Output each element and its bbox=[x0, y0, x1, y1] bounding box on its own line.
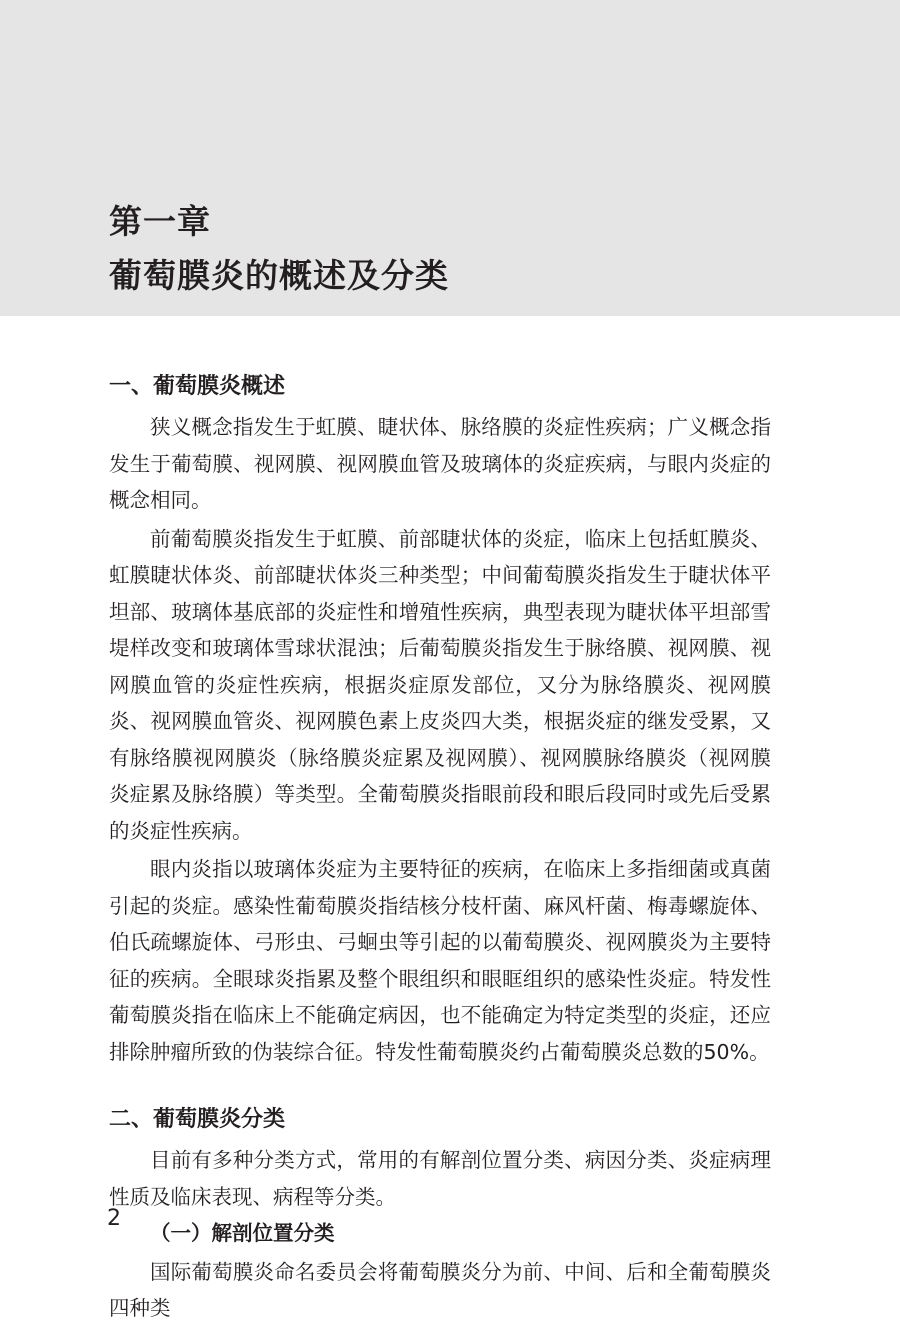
chapter-header bbox=[0, 0, 900, 316]
paragraph: 国际葡萄膜炎命名委员会将葡萄膜炎分为前、中间、后和全葡萄膜炎四种类 bbox=[109, 1259, 771, 1320]
paragraph: 目前有多种分类方式，常用的有解剖位置分类、病因分类、炎症病理性质及临床表现、病程等分类。 bbox=[109, 1148, 771, 1209]
chapter-title: 葡萄膜炎的概述及分类 bbox=[109, 256, 449, 295]
paragraph: 眼内炎指以玻璃体炎症为主要特征的疾病，在临床上多指细菌或真菌引起的炎症。感染性葡萄膜炎指结核分枝杆菌、麻风杆菌、梅毒螺旋体、伯氏疏螺旋体、弓形虫、弓蛔虫等引起的以葡萄膜炎、视网膜炎为主要特征的疾病。全眼球炎指累及整个眼组织和眼眶组织的感染性炎症。特发性葡萄膜炎指在临床上不能确定病因，也不能确定为特定类型的炎症，还应排除肿瘤所致的伪装综合征。特发性葡萄膜炎约占葡萄膜炎总数的50%。 bbox=[109, 857, 771, 1064]
paragraph: 前葡萄膜炎指发生于虹膜、前部睫状体的炎症，临床上包括虹膜炎、虹膜睫状体炎、前部睫状体炎三种类型；中间葡萄膜炎指发生于睫状体平坦部、玻璃体基底部的炎症性和增殖性疾病，典型表现为睫状体平坦部雪堤样改变和玻璃体雪球状混浊；后葡萄膜炎指发生于脉络膜、视网膜、视网膜血管的炎症性疾病，根据炎症原发部位，又分为脉络膜炎、视网膜炎、视网膜血管炎、视网膜色素上皮炎四大类，根据炎症的继发受累，又有脉络膜视网膜炎（脉络膜炎症累及视网膜）、视网膜脉络膜炎（视网膜炎症累及脉络膜）等类型。全葡萄膜炎指眼前段和眼后段同时或先后受累的炎症性疾病。 bbox=[109, 526, 771, 843]
page-content bbox=[109, 367, 771, 1327]
section-heading-classification: 二、葡萄膜炎分类 bbox=[109, 1107, 286, 1132]
subsection-heading: （一）解剖位置分类 bbox=[150, 1221, 335, 1245]
chapter-number: 第一章 bbox=[109, 202, 211, 241]
section-heading-overview: 一、葡萄膜炎概述 bbox=[109, 374, 286, 399]
paragraph: 狭义概念指发生于虹膜、睫状体、脉络膜的炎症性疾病；广义概念指发生于葡萄膜、视网膜、视网膜血管及玻璃体的炎症疾病，与眼内炎症的概念相同。 bbox=[109, 415, 771, 512]
page-number: 2 bbox=[107, 1206, 121, 1231]
